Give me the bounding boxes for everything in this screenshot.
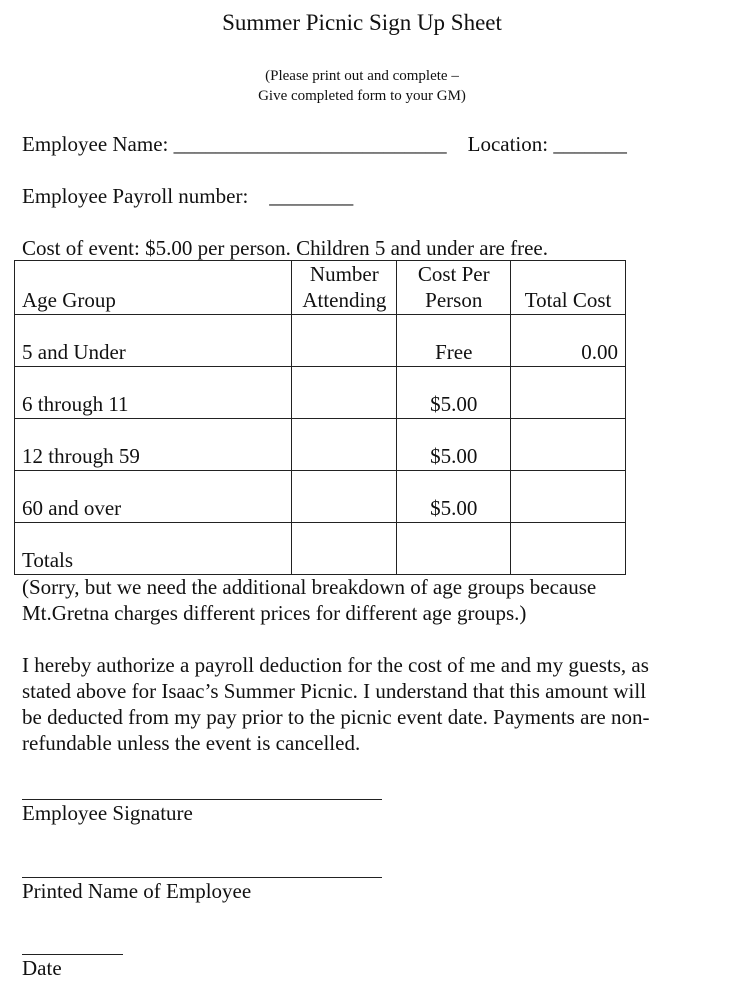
location-label: Location: <box>467 132 549 156</box>
age-group-cell: 12 through 59 <box>15 419 292 471</box>
age-breakdown-note <box>22 574 722 626</box>
payroll-row <box>22 183 353 209</box>
authorization-line: be deducted from my pay prior to the picnic event date. Payments are non- <box>22 705 650 729</box>
total-attending-cell[interactable] <box>292 523 397 575</box>
cost-per-person-cell: $5.00 <box>397 419 511 471</box>
instructions <box>0 66 724 106</box>
employee-name-field[interactable]: __________________________ <box>173 132 447 156</box>
number-attending-cell[interactable] <box>292 471 397 523</box>
payroll-field[interactable]: ________ <box>269 184 354 208</box>
employee-name-label: Employee Name: <box>22 132 169 156</box>
header-age-group: Age Group <box>15 261 292 315</box>
table-row <box>15 471 626 523</box>
total-cost-cell[interactable]: 0.00 <box>511 315 626 367</box>
grand-total-cell[interactable] <box>511 523 626 575</box>
table-row <box>15 367 626 419</box>
payroll-label: Employee Payroll number: <box>22 184 249 208</box>
cost-per-person-cell: Free <box>397 315 511 367</box>
instructions-line: (Please print out and complete – <box>265 68 459 84</box>
printed-name-label: Printed Name of Employee <box>22 879 252 903</box>
authorization-paragraph <box>22 652 722 756</box>
employee-name-row <box>22 131 627 157</box>
instructions-line: Give completed form to your GM) <box>258 88 466 104</box>
signup-table <box>14 260 626 575</box>
date-label: Date <box>22 956 62 980</box>
number-attending-cell[interactable] <box>292 419 397 471</box>
totals-row <box>15 523 626 575</box>
total-cost-cell[interactable] <box>511 419 626 471</box>
age-group-cell: 5 and Under <box>15 315 292 367</box>
header-number-attending: Number Attending <box>292 261 397 315</box>
cost-per-person-cell: $5.00 <box>397 471 511 523</box>
note-line: Mt.Gretna charges different prices for different age groups.) <box>22 601 527 625</box>
total-cost-per-person-cell[interactable] <box>397 523 511 575</box>
table-row <box>15 419 626 471</box>
totals-label: Totals <box>15 523 292 575</box>
age-group-cell: 60 and over <box>15 471 292 523</box>
authorization-line: refundable unless the event is cancelled. <box>22 731 361 755</box>
total-cost-cell[interactable] <box>511 471 626 523</box>
page-title: Summer Picnic Sign Up Sheet <box>222 10 502 35</box>
total-cost-cell[interactable] <box>511 367 626 419</box>
header-total-cost: Total Cost <box>511 261 626 315</box>
number-attending-cell[interactable] <box>292 367 397 419</box>
location-field[interactable]: _______ <box>553 132 627 156</box>
note-line: (Sorry, but we need the additional breakdown of age groups because <box>22 575 597 599</box>
cost-per-person-cell: $5.00 <box>397 367 511 419</box>
age-group-cell: 6 through 11 <box>15 367 292 419</box>
authorization-line: I hereby authorize a payroll deduction for the cost of me and my guests, as <box>22 653 649 677</box>
authorization-line: stated above for Isaac’s Summer Picnic. I understand that this amount will <box>22 679 647 703</box>
number-attending-cell[interactable] <box>292 315 397 367</box>
table-row <box>15 315 626 367</box>
table-header-row <box>15 261 626 315</box>
cost-statement: Cost of event: $5.00 per person. Children 5 and under are free. <box>22 236 549 260</box>
header-cost-per-person: Cost Per Person <box>397 261 511 315</box>
employee-signature-label: Employee Signature <box>22 801 193 825</box>
